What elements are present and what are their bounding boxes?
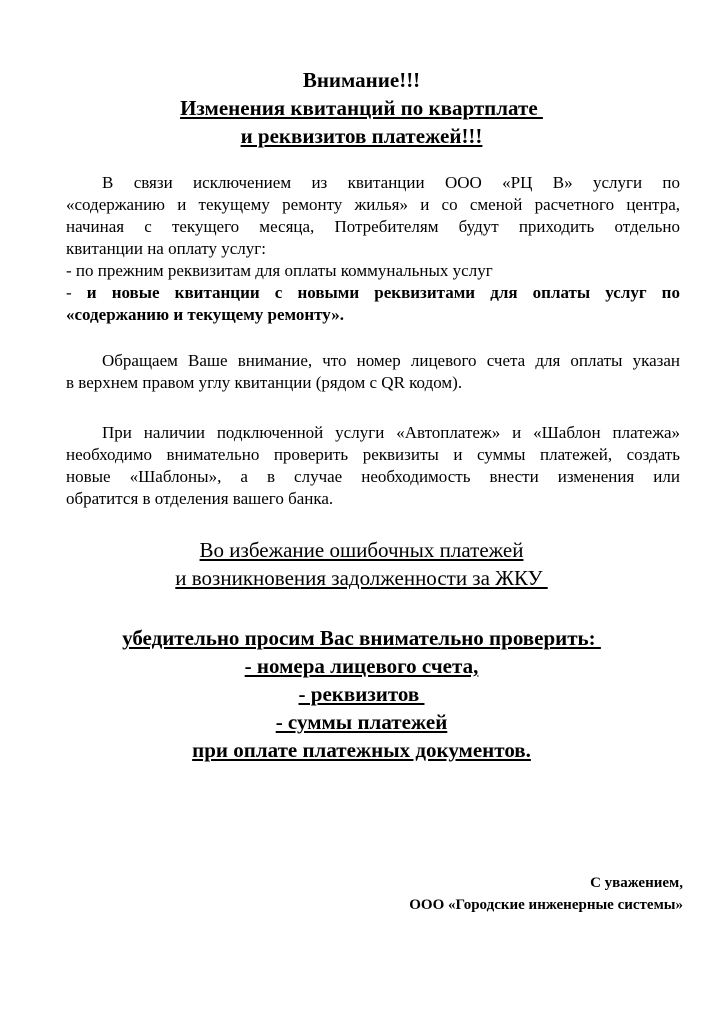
list-item-text: - по прежним реквизитам для оплаты коммунальных услуг [66, 261, 493, 280]
paragraph-text: Обращаем Ваше внимание, что номер лицевого счета для оплаты указан [102, 351, 680, 370]
signature-block [283, 872, 683, 916]
list-item-dash: - [66, 283, 87, 302]
checklist-item-account: - номера лицевого счета, [244, 654, 479, 678]
paragraph-text: в верхнем правом углу квитанции (рядом с QR кодом). [66, 373, 463, 392]
paragraph-text: обратится в отделения вашего банка. [66, 489, 334, 508]
appeal-line: Во избежание ошибочных платежей [199, 538, 524, 562]
paragraph-text: необходимо внимательно проверить реквизиты и суммы платежей, создать [66, 445, 680, 464]
paragraph-text: квитанции на оплату услуг: [66, 239, 266, 258]
appeal-request: убедительно просим Вас внимательно проверить: [122, 626, 601, 650]
checklist-closing: при оплате платежных документов. [192, 738, 531, 762]
signature-company: ООО «Городские инженерные системы» [409, 897, 683, 913]
paragraph-text: начиная с текущего месяца, Потребителям будут приходить отдельно [66, 217, 680, 236]
signature-greeting: С уважением, [590, 875, 683, 891]
paragraph-account-number [66, 350, 680, 394]
checklist-item-requisites: - реквизитов [298, 682, 425, 706]
list-item-text-bold: и новые квитанции с новыми реквизитами для оплаты услуг по [86, 283, 680, 302]
paragraph-text: новые «Шаблоны», а в случае необходимость внести изменения или [66, 467, 680, 486]
paragraph-text: При наличии подключенной услуги «Автоплатеж» и «Шаблон платежа» [102, 423, 680, 442]
title-requisites: и реквизитов платежей!!! [240, 124, 483, 148]
title-changes: Изменения квитанций по квартплате [180, 96, 543, 120]
appeal-checklist [0, 624, 723, 764]
title-attention: Внимание!!! [302, 68, 421, 92]
checklist-item-amounts: - суммы платежей [275, 710, 448, 734]
list-item-new-receipts [66, 282, 680, 304]
paragraph-autopay [66, 422, 680, 510]
notice-title [0, 66, 723, 150]
appeal-line: и возникновения задолженности за ЖКУ [175, 566, 548, 590]
paragraph-text: «содержанию и текущему ремонту жилья» и со сменой расчетного центра, [66, 195, 680, 214]
appeal-block [0, 536, 723, 592]
list-item-text-bold: «содержанию и текущему ремонту». [66, 305, 344, 324]
paragraph-text: В связи исключением из квитанции ООО «РЦ В» услуги по [102, 173, 680, 192]
list-item-old-requisites [66, 260, 680, 282]
paragraph-change-notice [66, 172, 680, 326]
